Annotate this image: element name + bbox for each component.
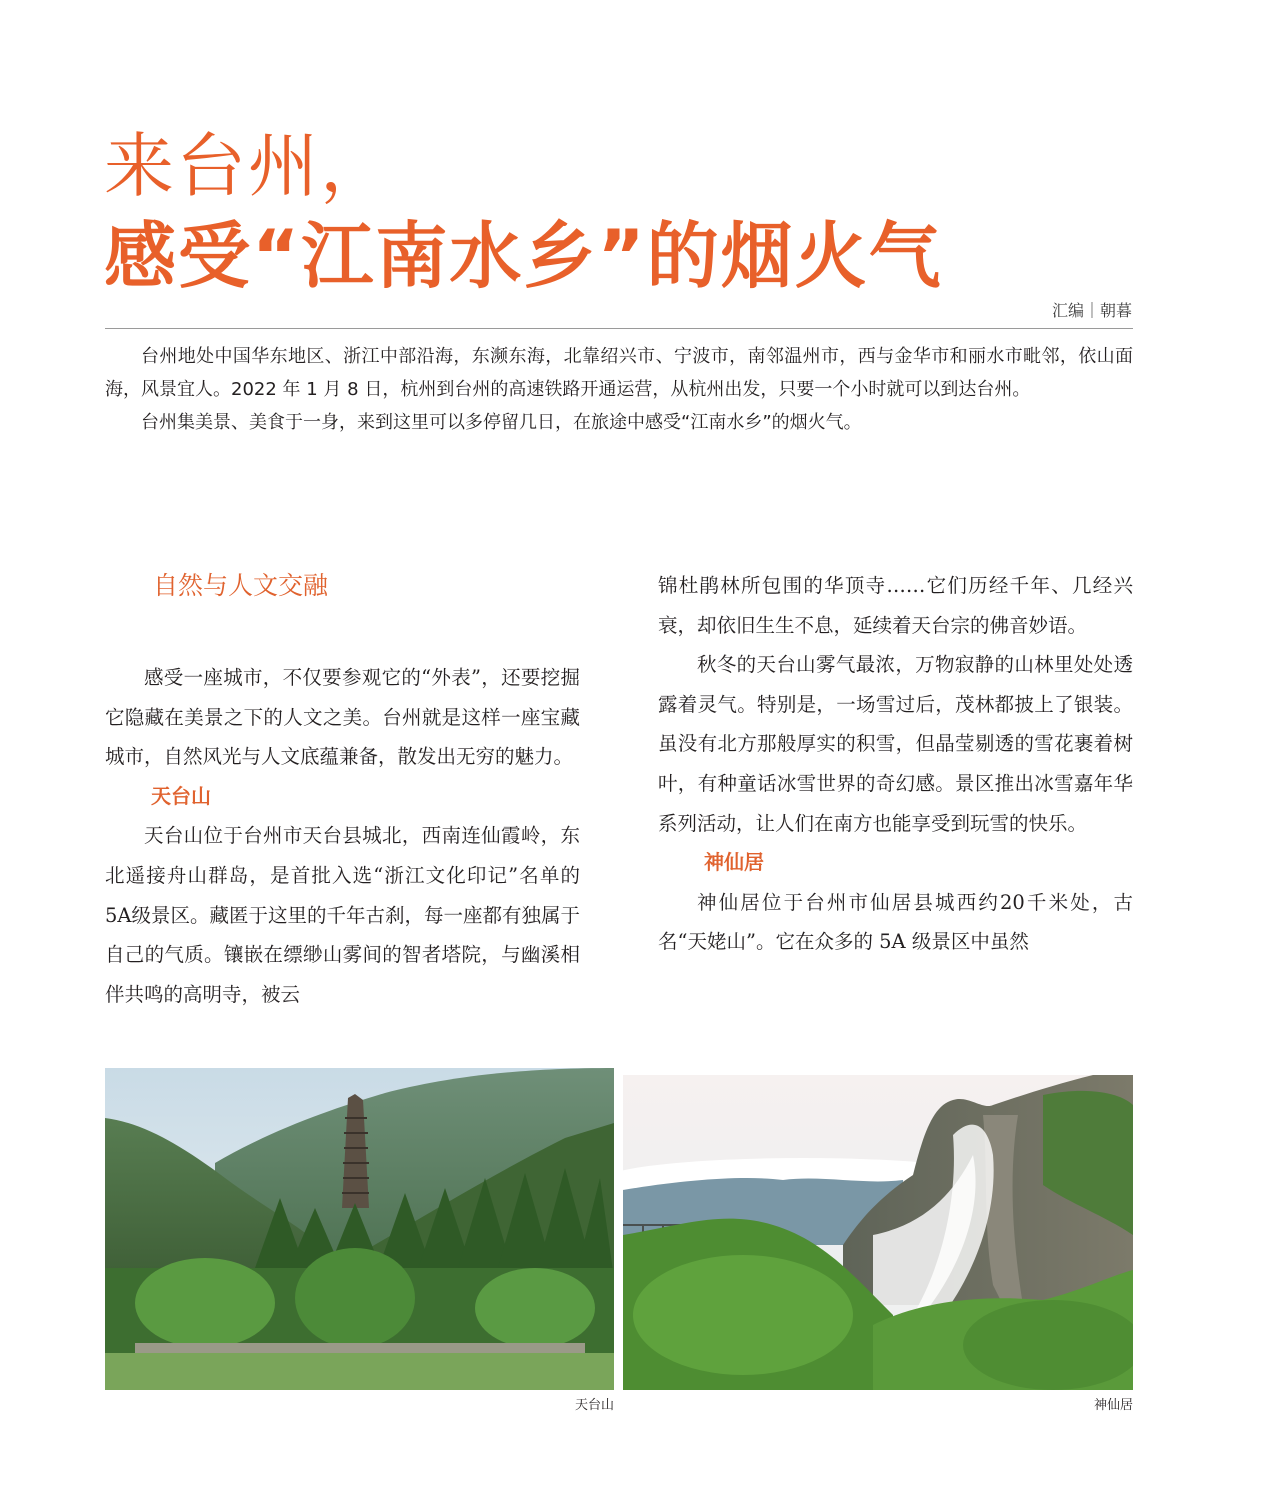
article-title-line1: 来台州，: [104, 125, 392, 207]
photo-caption: 天台山: [574, 1398, 614, 1413]
intro-paragraph: 台州地处中国华东地区、浙江中部沿海，东濒东海，北靠绍兴市、宁波市，南邻温州市，西与金华市和丽水市毗邻，依山面海，风景宜人。2022 年 1 月 8 日，杭州到台州的高速铁路开通运营，从杭州出发，只要一个小时就可以到达台州。: [105, 346, 1133, 400]
intro-section: [105, 340, 1133, 439]
cliff-landscape-image: [623, 1075, 1133, 1390]
body-paragraph: 天台山位于台州市天台县城北，西南连仙霞岭，东北遥接舟山群岛，是首批入选“浙江文化印记”名单的5A级景区。藏匿于这里的千年古刹，每一座都有独属于自己的气质。镶嵌在缥缈山雾间的智者塔院，与幽溪相伴共鸣的高明寺，被云: [105, 824, 580, 1006]
body-column-right: [658, 566, 1133, 962]
photo-shenxianju: [623, 1075, 1133, 1390]
subheading-shenxianju: 神仙居: [704, 850, 764, 875]
byline: 汇编｜朝暮: [1051, 301, 1132, 320]
body-paragraph: 感受一座城市，不仅要参观它的“外表”，还要挖掘它隐藏在美景之下的人文之美。台州就是这样一座宝藏城市，自然风光与人文底蕴兼备，散发出无穷的魅力。: [105, 666, 580, 769]
article-title-line2: 感受“江南水乡”的烟火气: [104, 214, 943, 298]
pagoda-landscape-image: [105, 1068, 614, 1390]
photo-tiantai: [105, 1068, 614, 1390]
title-divider: [105, 328, 1133, 329]
body-paragraph: 秋冬的天台山雾气最浓，万物寂静的山林里处处透露着灵气。特别是，一场雪过后，茂林都披上了银装。虽没有北方那般厚实的积雪，但晶莹剔透的雪花裹着树叶，有种童话冰雪世界的奇幻感。景区推出冰雪嘉年华系列活动，让人们在南方也能享受到玩雪的快乐。: [658, 653, 1133, 835]
body-paragraph: 神仙居位于台州市仙居县城西约20千米处，古名“天姥山”。它在众多的 5A 级景区中虽然: [658, 890, 1133, 954]
body-column-left: [105, 566, 580, 1014]
photo-caption: 神仙居: [1093, 1398, 1133, 1413]
subheading-tiantai: 天台山: [151, 783, 211, 808]
section-heading: 自然与人文交融: [153, 571, 329, 600]
intro-paragraph: 台州集美景、美食于一身，来到这里可以多停留几日，在旅途中感受“江南水乡”的烟火气。: [141, 412, 862, 433]
body-paragraph: 锦杜鹃林所包围的华顶寺……它们历经千年、几经兴衰，却依旧生生不息，延续着天台宗的佛音妙语。: [658, 574, 1133, 637]
